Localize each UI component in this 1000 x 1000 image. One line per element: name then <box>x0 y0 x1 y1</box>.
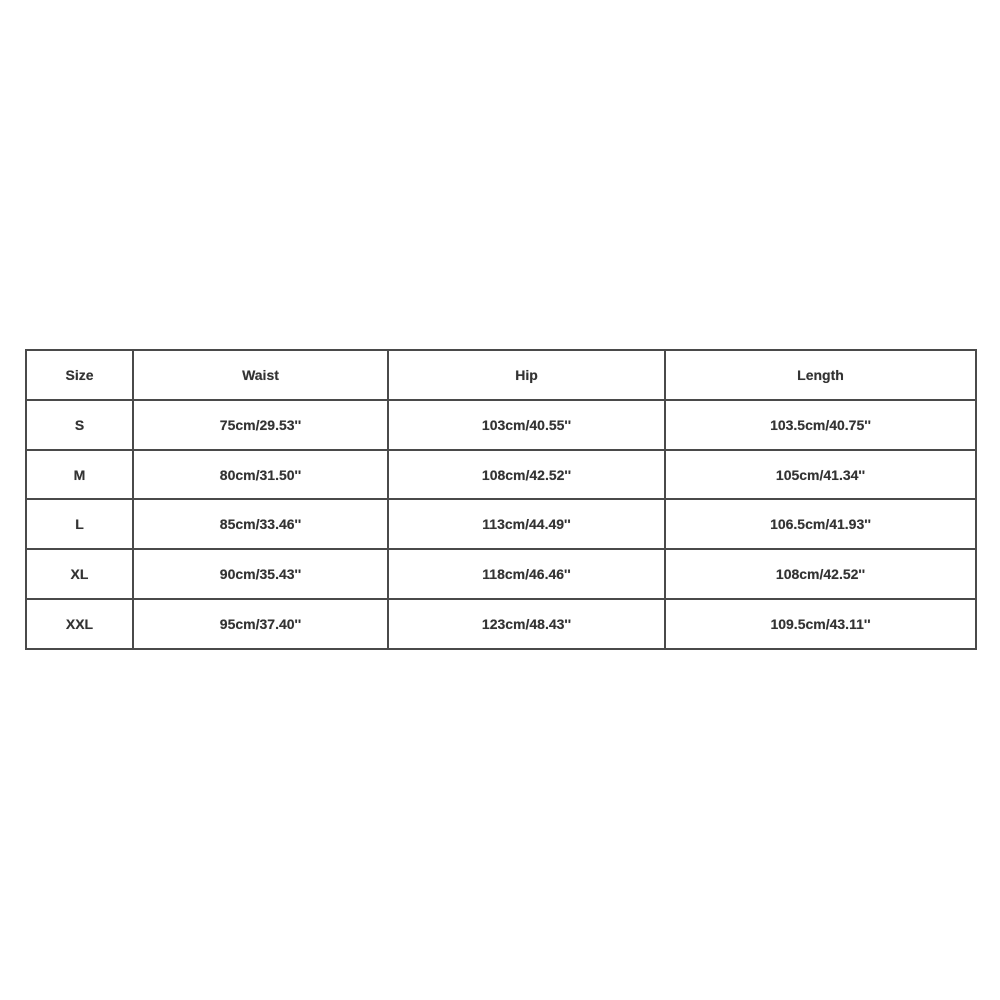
header-length: Length <box>665 350 976 400</box>
hip-cell: 108cm/42.52'' <box>388 450 665 500</box>
size-chart-table <box>25 349 977 650</box>
table-row <box>26 450 976 500</box>
hip-cell: 113cm/44.49'' <box>388 499 665 549</box>
length-cell: 106.5cm/41.93'' <box>665 499 976 549</box>
header-waist: Waist <box>133 350 388 400</box>
size-cell: L <box>26 499 133 549</box>
hip-cell: 123cm/48.43'' <box>388 599 665 649</box>
size-cell: M <box>26 450 133 500</box>
waist-cell: 95cm/37.40'' <box>133 599 388 649</box>
table-row <box>26 599 976 649</box>
table-row <box>26 549 976 599</box>
hip-cell: 103cm/40.55'' <box>388 400 665 450</box>
hip-cell: 118cm/46.46'' <box>388 549 665 599</box>
waist-cell: 80cm/31.50'' <box>133 450 388 500</box>
size-cell: XXL <box>26 599 133 649</box>
header-hip: Hip <box>388 350 665 400</box>
table-row <box>26 499 976 549</box>
table-header-row <box>26 350 976 400</box>
header-size: Size <box>26 350 133 400</box>
size-cell: S <box>26 400 133 450</box>
waist-cell: 90cm/35.43'' <box>133 549 388 599</box>
waist-cell: 85cm/33.46'' <box>133 499 388 549</box>
size-cell: XL <box>26 549 133 599</box>
length-cell: 109.5cm/43.11'' <box>665 599 976 649</box>
length-cell: 105cm/41.34'' <box>665 450 976 500</box>
length-cell: 108cm/42.52'' <box>665 549 976 599</box>
length-cell: 103.5cm/40.75'' <box>665 400 976 450</box>
table-row <box>26 400 976 450</box>
waist-cell: 75cm/29.53'' <box>133 400 388 450</box>
